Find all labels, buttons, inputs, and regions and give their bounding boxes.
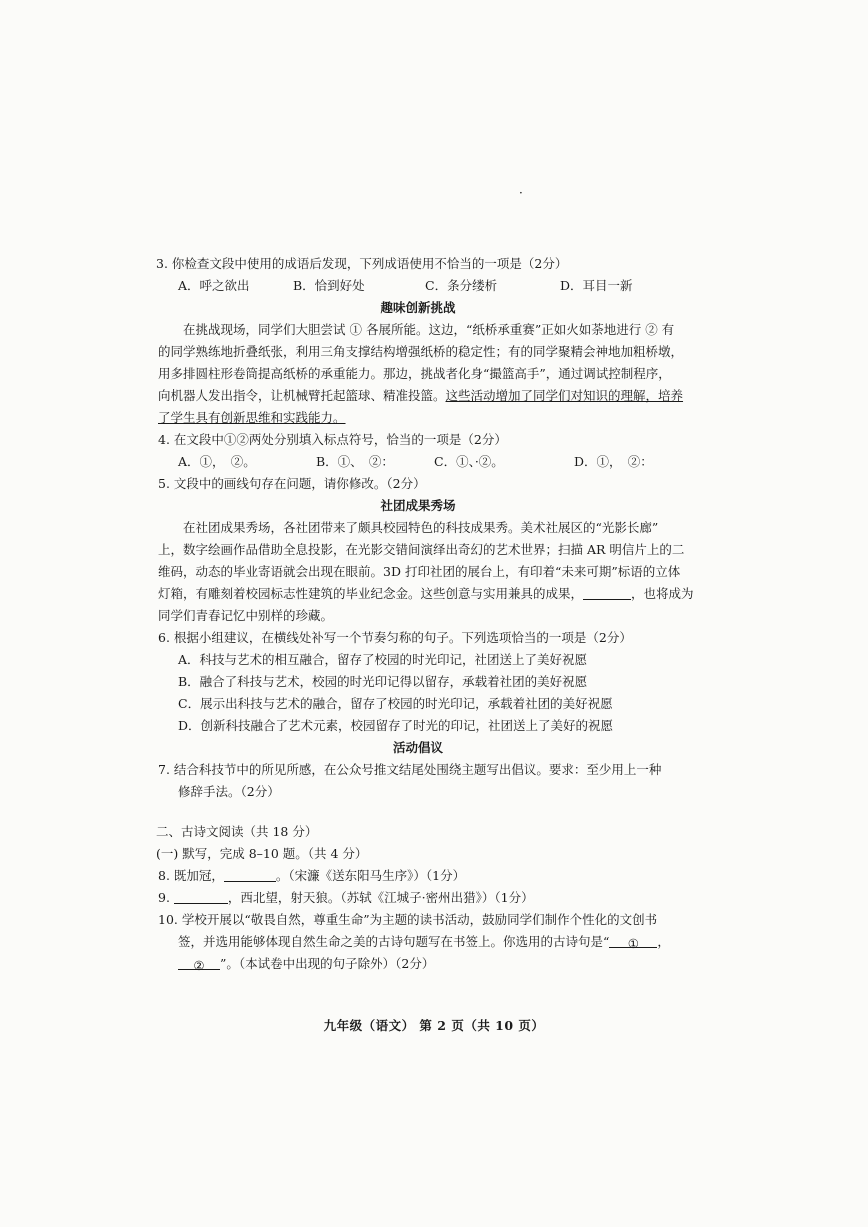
question-10-text: 签，并选用能够体现自然生命之美的古诗句题写在书签上。你选用的古诗句是“	[178, 934, 610, 949]
question-4-stem: 4. 在文段中①②两处分别填入标点符号，恰当的一项是（2分）	[158, 432, 507, 447]
section-title-proposal: 活动倡议	[392, 740, 443, 755]
option-b: B．融合了科技与艺术，校园的时光印记得以留存，承载着社团的美好祝愿	[178, 674, 588, 689]
fill-blank	[224, 867, 276, 882]
stray-dot: ·	[519, 186, 523, 200]
option-b: B．恰到好处	[293, 278, 365, 293]
underlined-sentence: 这些活动增加了同学们对知识的理解，培养	[445, 388, 684, 403]
option-d: D．耳目一新	[560, 278, 633, 293]
spacer	[158, 803, 678, 821]
passage-line: 在社团成果秀场，各社团带来了颇具校园特色的科技成果秀。美术社展区的“光影长廊”	[183, 520, 659, 535]
fill-blank	[583, 585, 631, 600]
question-10-text: ”。（本试卷中出现的句子除外）（2分）	[220, 956, 435, 971]
question-8-text: 8. 既加冠，	[158, 868, 224, 883]
option-b: B．①、 ②：	[316, 454, 394, 469]
passage-line: 同学们青春记忆中别样的珍藏。	[158, 608, 334, 623]
fill-blank-1: ①	[609, 933, 657, 948]
question-9-text: ，西北望，射天狼。（苏轼《江城子·密州出猎》）（1分）	[227, 890, 534, 905]
question-10-stem-cont	[158, 931, 678, 953]
underlined-sentence: 了学生具有创新思维和实践能力。	[158, 410, 346, 425]
fill-blank-2: ②	[178, 955, 220, 970]
passage-line	[158, 583, 694, 605]
question-10-stem-cont	[158, 953, 678, 975]
question-4-options	[158, 451, 678, 473]
page-content	[156, 253, 694, 975]
option-a: A．①， ②。	[178, 454, 256, 469]
option-c: C．①、·②。	[434, 454, 504, 469]
section-title-showcase: 社团成果秀场	[380, 498, 456, 513]
option-d: D．①， ②：	[574, 454, 653, 469]
page-footer: 九年级（语文） 第 2 页（共 10 页）	[323, 1018, 545, 1033]
section-title-challenge: 趣味创新挑战	[380, 300, 456, 315]
option-a: A．呼之欲出	[178, 278, 250, 293]
question-8	[158, 865, 678, 887]
question-8-source: 。（宋濂《送东阳马生序》）（1分）	[275, 868, 466, 883]
question-7-stem-cont: 修辞手法。（2分）	[178, 784, 280, 799]
question-9-number: 9.	[158, 890, 174, 905]
option-c: C．条分缕析	[425, 278, 498, 293]
passage-line: 在挑战现场，同学们大胆尝试 ① 各展所能。这边，“纸桥承重赛”正如火如荼地进行 ② 有	[183, 322, 675, 337]
question-3-stem: 3. 你检查文段中使用的成语后发现，下列成语使用不恰当的一项是（2分）	[156, 256, 568, 271]
passage-line: 上，数字绘画作品借助全息投影，在光影交错间演绎出奇幻的艺术世界；扫描 AR 明信片上的二	[158, 542, 685, 557]
question-10-stem: 10. 学校开展以“敬畏自然，尊重生命”为主题的读书活动，鼓励同学们制作个性化的文创书	[158, 912, 658, 927]
option-c: C．展示出科技与艺术的融合，留存了校园的时光印记，承载着社团的美好祝愿	[178, 696, 613, 711]
option-d: D．创新科技融合了艺术元素，校园留存了时光的印记，社团送上了美好的祝愿	[178, 718, 614, 733]
punctuation: ，	[657, 934, 670, 949]
question-6-stem: 6. 根据小组建议，在横线处补写一个节奏匀称的句子。下列选项恰当的一项是（2分）	[158, 630, 632, 645]
passage-line: 的同学熟练地折叠纸张，利用三角支撑结构增强纸桥的稳定性；有的同学聚精会神地加粗桥墩，	[158, 344, 684, 359]
part-2-subsection: (一) 默写，完成 8–10 题。（共 4 分）	[156, 846, 368, 861]
part-2-title: 二、古诗文阅读（共 18 分）	[156, 824, 318, 839]
passage-line	[158, 385, 684, 407]
question-7-stem: 7. 结合科技节中的所见所感，在公众号推文结尾处围绕主题写出倡议。要求：至少用上一种	[158, 762, 662, 777]
passage-text: 向机器人发出指令，让机械臂托起篮球、精准投篮。	[158, 388, 446, 403]
passage-line: 维码，动态的毕业寄语就会出现在眼前。3D 打印社团的展台上，有印着“未来可期”标语的立体	[158, 564, 681, 579]
question-5-stem: 5. 文段中的画线句存在问题，请你修改。（2分）	[158, 476, 426, 491]
passage-line: 用多排圆柱形卷筒提高纸桥的承重能力。那边，挑战者化身“撮篮高手”，通过调试控制程序，	[158, 366, 671, 381]
passage-line	[158, 407, 678, 429]
passage-text: ，也将成为	[631, 586, 694, 601]
option-a: A．科技与艺术的相互融合，留存了校园的时光印记，社团送上了美好祝愿	[178, 652, 588, 667]
question-9	[158, 887, 678, 909]
passage-text: 灯箱，有雕刻着校园标志性建筑的毕业纪念金。这些创意与实用兼具的成果，	[158, 586, 584, 601]
question-3-options	[158, 275, 678, 297]
fill-blank	[174, 889, 228, 904]
